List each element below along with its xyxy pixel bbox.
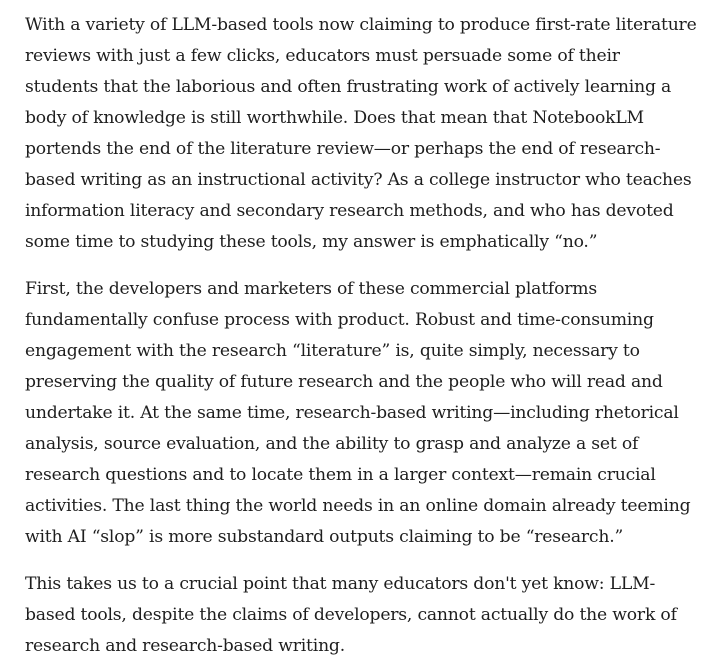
article-paragraph-2: First, the developers and marketers of these commercial platforms fundamentally confuse process with product. Robust and time-consuming engagement with the research “literature” is, quite simply, necessary to preserving the quality of future research and the people who will read and undertake it. At the same time, research-based writing—including rhetorical analysis, source evaluation, and the ability to grasp and analyze a set of research questions and to locate them in a larger context—remain crucial activities. The last thing the world needs in an online domain already teeming with AI “slop” is more substandard outputs claiming to be “research.”	[25, 279, 691, 547]
article-paragraph-1: With a variety of LLM-based tools now claiming to produce first-rate literature reviews with just a few clicks, educators must persuade some of their students that the laborious and often frustrating work of actively learning a body of knowledge is still worthwhile. Does that mean that NotebookLM portends the end of the literature review—or perhaps the end of research-based writing as an instructional activity? As a college instructor who teaches information literacy and secondary research methods, and who has devoted some time to studying these tools, my answer is emphatically “no.”	[25, 15, 697, 252]
article-paragraph-3: This takes us to a crucial point that many educators don't yet know: LLM-based tools, despite the claims of developers, cannot actually do the work of research and research-based writing.	[25, 574, 677, 656]
